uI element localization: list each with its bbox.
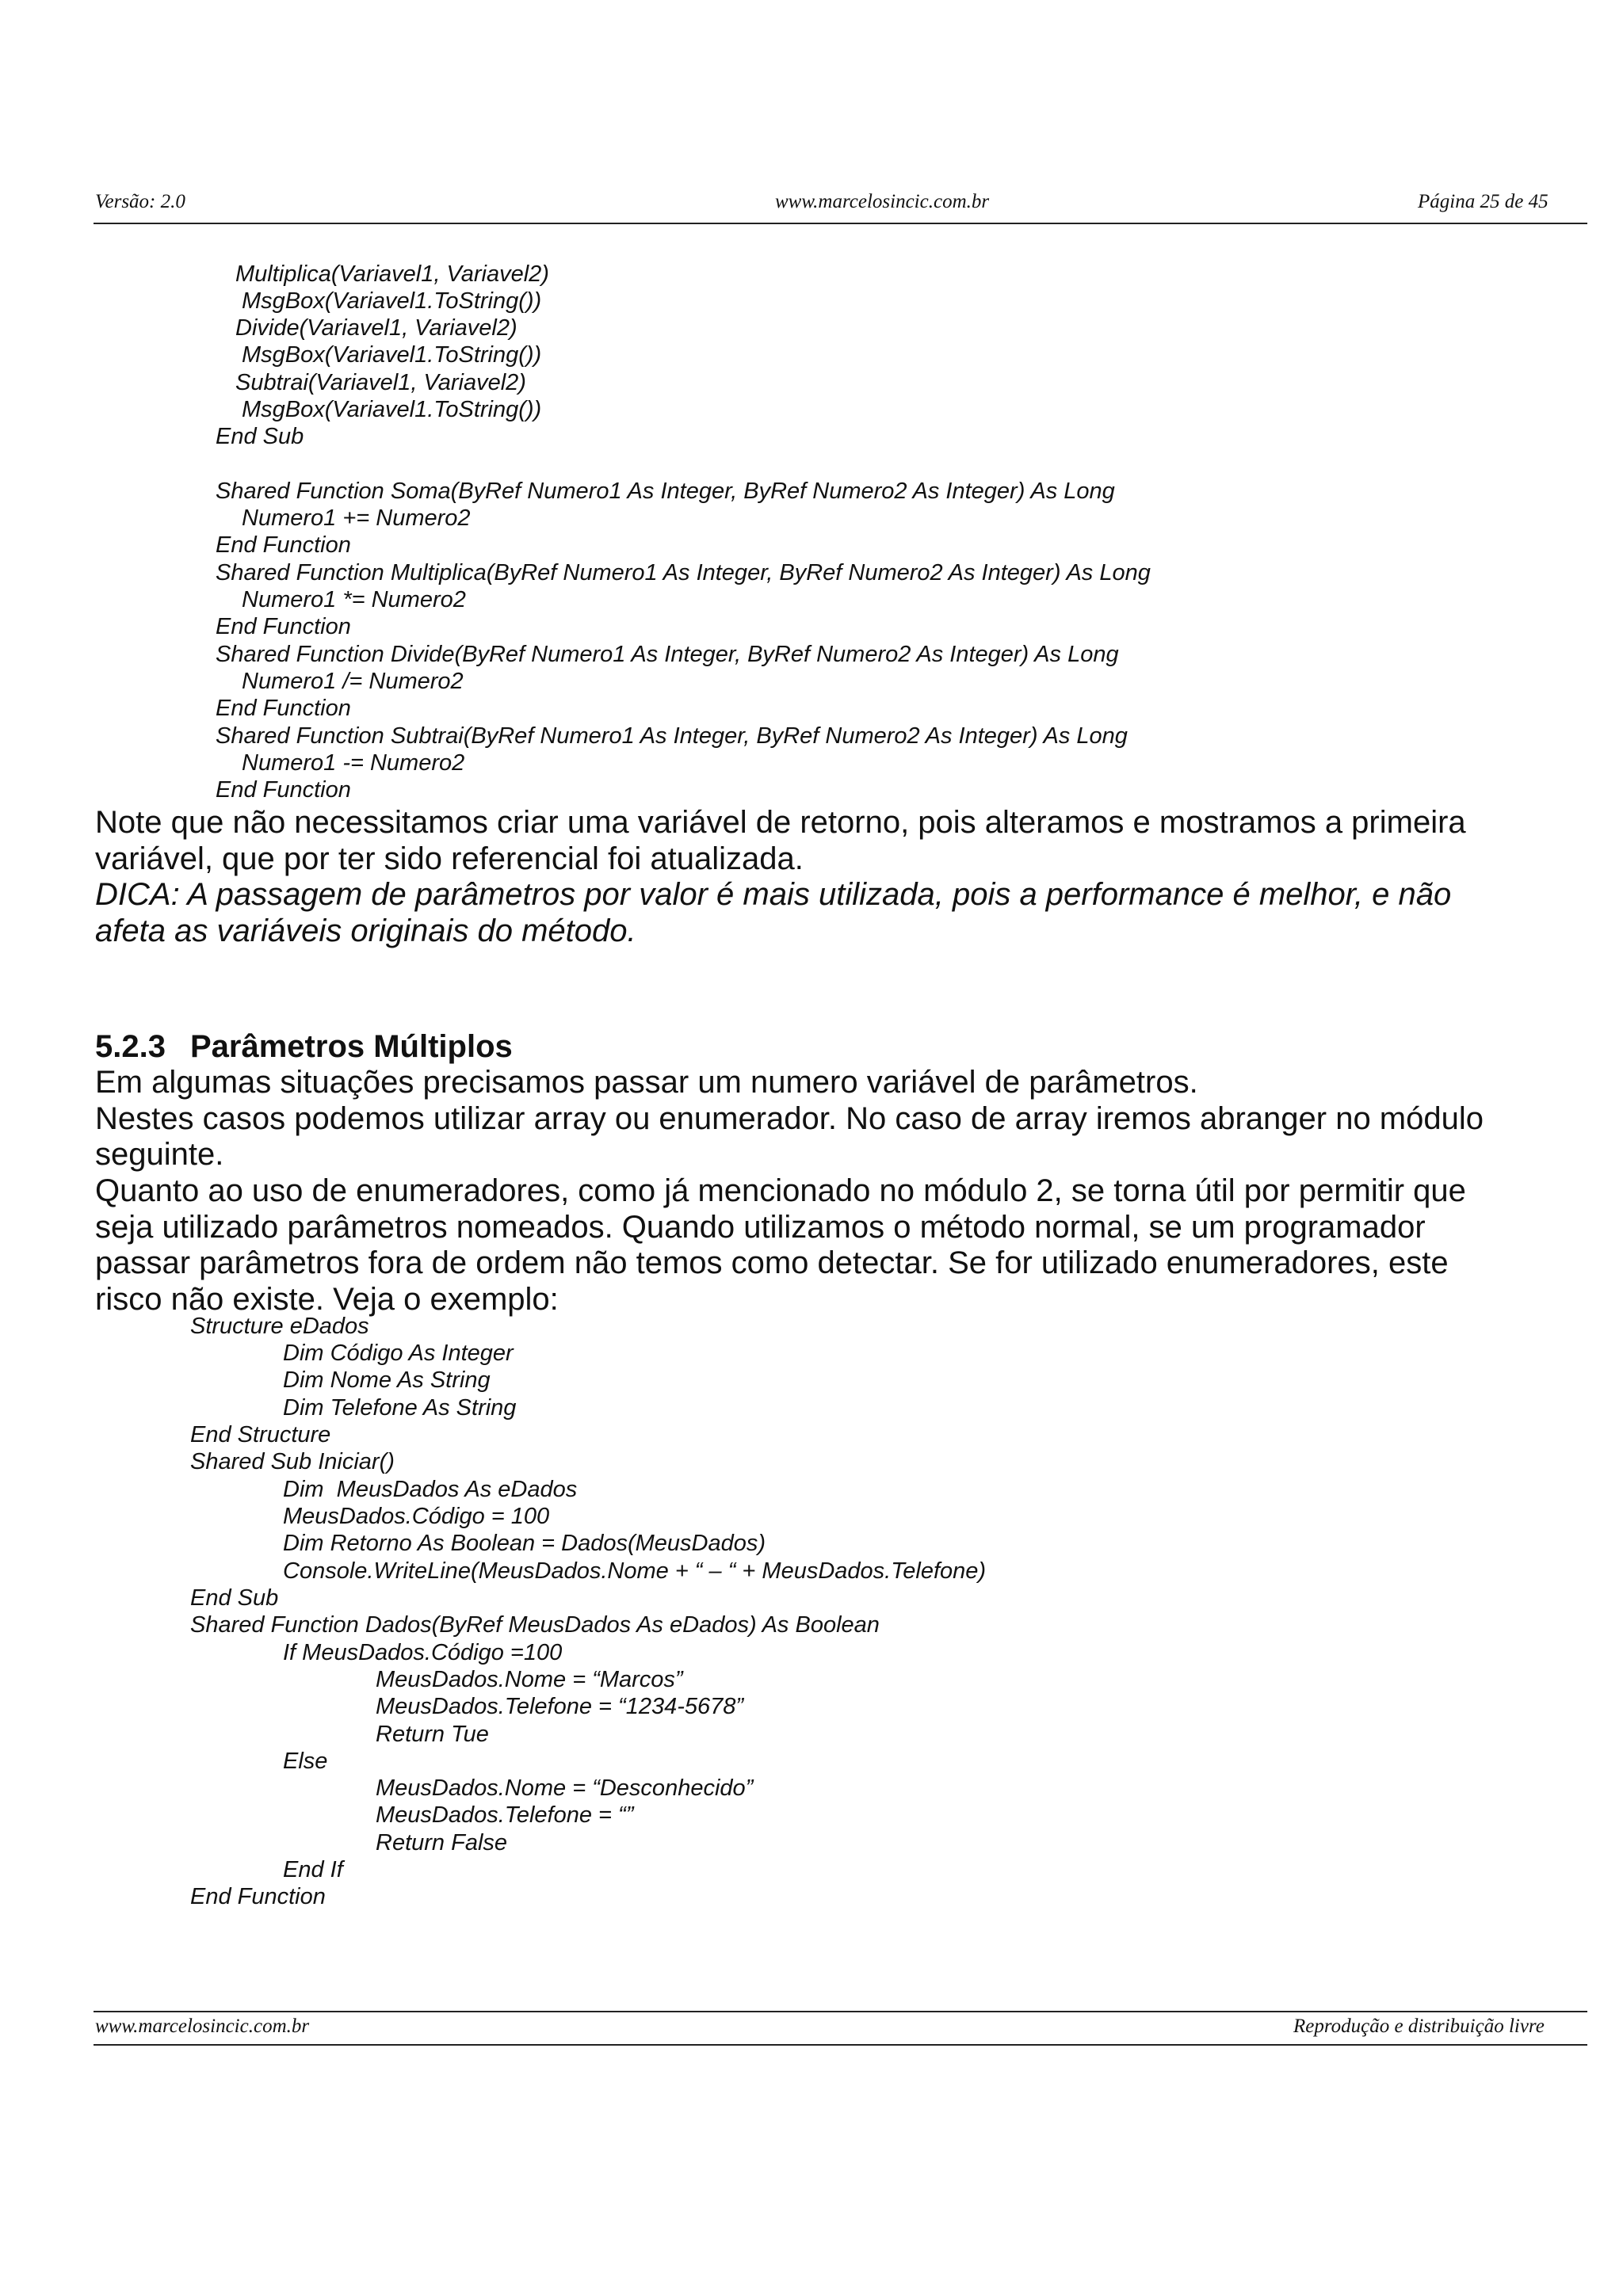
code-line: Shared Function Dados(ByRef MeusDados As eDados) As Boolean [190,1612,880,1638]
code-line: MeusDados.Nome = “Marcos” [376,1667,683,1692]
code-line: End Function [216,777,351,803]
section-title: Parâmetros Múltiplos [190,1029,513,1064]
code-line: Numero1 -= Numero2 [242,750,465,776]
code-line: MeusDados.Código = 100 [283,1504,550,1529]
code-line: Subtrai(Variavel1, Variavel2) [235,370,526,395]
code-line: Numero1 /= Numero2 [242,669,464,694]
paragraph-line: risco não existe. Veja o exemplo: [95,1282,559,1317]
code-line: Multiplica(Variavel1, Variavel2) [235,261,549,287]
code-line: Shared Function Subtrai(ByRef Numero1 As Integer, ByRef Numero2 As Integer) As Long [216,723,1128,749]
note-text: Note que não necessitamos criar uma variável de retorno, pois alteramos e mostramos a primeira [95,805,1466,840]
paragraph-line: passar parâmetros fora de ordem não temos como detectar. Se for utilizado enumeradores, este [95,1245,1449,1280]
section-number: 5.2.3 [95,1029,166,1064]
code-line: End Function [216,614,351,639]
code-line: End Sub [190,1585,279,1611]
code-line: Structure eDados [190,1314,369,1339]
code-line: MsgBox(Variavel1.ToString()) [242,288,542,314]
code-line: Numero1 += Numero2 [242,505,471,531]
code-line: If MeusDados.Código =100 [283,1640,563,1665]
paragraph-line: seguinte. [95,1137,224,1172]
code-line: Dim Código As Integer [283,1341,514,1366]
code-line: End Function [190,1884,326,1909]
code-line: Dim Nome As String [283,1367,491,1393]
code-line: Shared Function Soma(ByRef Numero1 As Integer, ByRef Numero2 As Integer) As Long [216,479,1115,504]
footer-license: Reprodução e distribuição livre [1293,2016,1545,2037]
footer-rule-bottom [94,2044,1587,2046]
code-line: Dim MeusDados As eDados [283,1477,578,1502]
header-site: www.marcelosincic.com.br [775,191,990,212]
footer-rule-top [94,2011,1587,2012]
code-line: Return False [376,1830,508,1855]
code-line: End If [283,1857,343,1882]
paragraph-line: Quanto ao uso de enumeradores, como já mencionado no módulo 2, se torna útil por permitir que [95,1173,1466,1208]
code-line: Return Tue [376,1722,489,1747]
code-line: Dim Telefone As String [283,1395,517,1421]
paragraph-line: seja utilizado parâmetros nomeados. Quando utilizamos o método normal, se um programador [95,1210,1426,1245]
code-line: Numero1 *= Numero2 [242,587,466,612]
header-version: Versão: 2.0 [95,191,185,212]
paragraph-line: Em algumas situações precisamos passar um numero variável de parâmetros. [95,1065,1198,1100]
code-line: End Structure [190,1422,331,1447]
code-line: Else [283,1749,328,1774]
code-line: MsgBox(Variavel1.ToString()) [242,397,542,422]
footer-site: www.marcelosincic.com.br [95,2016,310,2037]
code-line: Shared Function Multiplica(ByRef Numero1 As Integer, ByRef Numero2 As Integer) As Long [216,560,1151,585]
code-line: Shared Sub Iniciar() [190,1449,395,1474]
tip-text: DICA: A passagem de parâmetros por valor é mais utilizada, pois a performance é melhor, e não [95,877,1452,912]
code-line: End Sub [216,424,304,449]
code-line: MsgBox(Variavel1.ToString()) [242,342,542,368]
header-page-number: Página 25 de 45 [1418,191,1549,212]
section-heading [95,1028,513,1065]
note-text: variável, que por ter sido referencial foi atualizada. [95,841,804,876]
code-line: MeusDados.Telefone = “1234-5678” [376,1694,744,1719]
code-line: Console.WriteLine(MeusDados.Nome + “ – “ + MeusDados.Telefone) [283,1558,987,1584]
paragraph-line: Nestes casos podemos utilizar array ou enumerador. No caso de array iremos abranger no módulo [95,1101,1484,1136]
code-line: End Function [216,696,351,721]
code-line: MeusDados.Nome = “Desconhecido” [376,1775,754,1801]
code-line: Shared Function Divide(ByRef Numero1 As Integer, ByRef Numero2 As Integer) As Long [216,642,1119,667]
header-rule [94,223,1587,224]
tip-text: afeta as variáveis originais do método. [95,913,636,948]
code-line: End Function [216,532,351,558]
code-line: Divide(Variavel1, Variavel2) [235,315,517,341]
code-line: MeusDados.Telefone = “” [376,1802,634,1828]
code-line: Dim Retorno As Boolean = Dados(MeusDados) [283,1531,766,1556]
